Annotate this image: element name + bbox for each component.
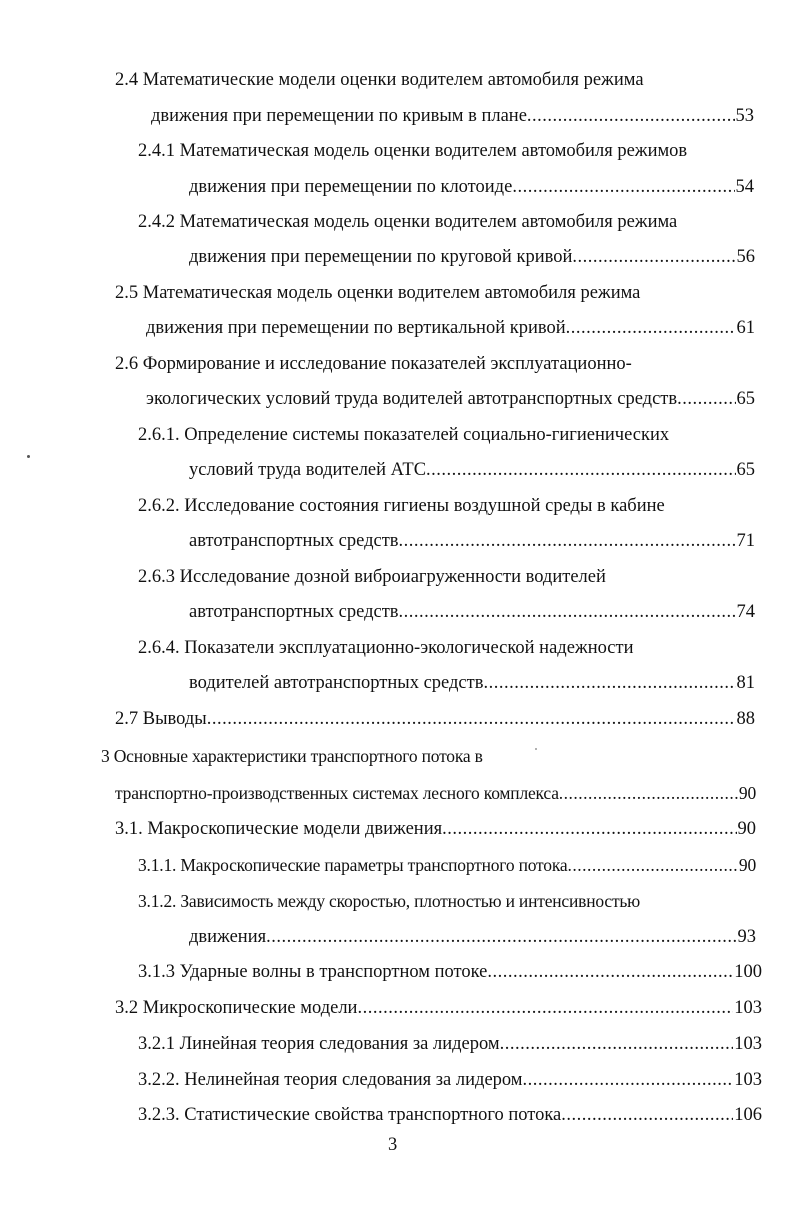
toc-leader-dots (266, 925, 736, 949)
toc-leader-dots (567, 853, 737, 877)
toc-entry (138, 1032, 762, 1056)
toc-leader-dots (559, 781, 738, 805)
toc-entry (138, 1103, 762, 1127)
toc-entry-text: 3.2.3. Статистические свойства транспортного потока (138, 1105, 562, 1125)
toc-page-number: 106 (734, 1105, 762, 1125)
toc-leader-dots (512, 175, 734, 199)
toc-leader-dots (561, 1103, 733, 1127)
toc-entry (115, 817, 756, 841)
toc-leader-dots (399, 600, 736, 624)
toc-leader-dots (426, 458, 735, 482)
toc-entry-title: 2.6 Формирование и исследование показателей эксплуатационно- (115, 354, 632, 374)
toc-leader-dots (399, 529, 736, 553)
toc-entry-title: 2.6.4. Показатели эксплуатационно-экологической надежности (138, 638, 634, 658)
toc-entry (115, 707, 755, 731)
toc-entry-text: движения (189, 927, 267, 947)
toc-page-number: 61 (736, 318, 755, 338)
scan-speck (27, 455, 30, 458)
toc-entry-text: условий труда водителей АТС (189, 460, 427, 480)
toc-entry (115, 996, 762, 1020)
toc-entry-title: 3.1.2. Зависимость между скоростью, плотностью и интенсивностью (138, 891, 641, 911)
toc-entry-text: 3.2.1 Линейная теория следования за лидером (138, 1034, 500, 1054)
toc-entry (189, 529, 755, 553)
toc-leader-dots (527, 104, 735, 128)
toc-leader-dots (566, 316, 736, 340)
toc-page-number: 81 (736, 673, 755, 693)
toc-page-number: 90 (738, 783, 756, 803)
toc-entry-text: экологических условий труда водителей автотранспортных средств (146, 389, 678, 409)
toc-leader-dots (357, 996, 733, 1020)
toc-entry-text: 3.2.2. Нелинейная теория следования за лидером (138, 1070, 523, 1090)
toc-entry (189, 175, 754, 199)
toc-page-number: 103 (734, 1034, 762, 1054)
toc-entry (138, 1068, 762, 1092)
toc-entry-text: 3.1.3 Ударные волны в транспортном потоке (138, 962, 488, 982)
toc-entry (189, 245, 755, 269)
toc-entry-title: 2.6.1. Определение системы показателей социально-гигиенических (138, 425, 670, 445)
toc-entry (189, 925, 756, 949)
toc-page-number: 90 (738, 855, 756, 875)
toc-page-number: 103 (734, 998, 762, 1018)
toc-page-number: 53 (735, 106, 754, 126)
toc-entry-text: движения при перемещении по кривым в плане (151, 106, 527, 126)
toc-page-number: 90 (737, 819, 756, 839)
toc-entry-text: движения при перемещении по вертикальной кривой (146, 318, 566, 338)
toc-entry-title: 2.6.2. Исследование состояния гигиены воздушной среды в кабине (138, 496, 665, 516)
toc-page-number: 103 (734, 1070, 762, 1090)
toc-entry-title: 2.4 Математические модели оценки водителем автомобиля режима (115, 70, 644, 90)
toc-entry (151, 104, 754, 128)
toc-page-number: 88 (736, 709, 755, 729)
toc-leader-dots (207, 707, 736, 731)
toc-entry-text: 3.2 Микроскопические модели (115, 998, 358, 1018)
toc-entry-text: автотранспортных средств (189, 531, 399, 551)
toc-entry-text: 3.1.1. Макроскопические параметры транспортного потока (138, 855, 568, 875)
toc-leader-dots (677, 387, 735, 411)
toc-leader-dots (500, 1032, 734, 1056)
toc-page-number: 54 (735, 177, 754, 197)
toc-leader-dots (572, 245, 735, 269)
page-number: 3 (388, 1135, 398, 1155)
toc-leader-dots (523, 1068, 734, 1092)
toc-entry-text: движения при перемещении по клотоиде (189, 177, 513, 197)
scan-speck (535, 748, 537, 750)
toc-entry-text: 2.7 Выводы (115, 709, 207, 729)
toc-entry (189, 600, 755, 624)
toc-page-number: 74 (736, 602, 755, 622)
toc-entry (115, 781, 756, 805)
toc-entry-title: 2.4.1 Математическая модель оценки водителем автомобиля режимов (138, 141, 688, 161)
toc-entry-title: 2.4.2 Математическая модель оценки водителем автомобиля режима (138, 212, 678, 232)
toc-page-number: 56 (736, 247, 755, 267)
toc-entry (146, 387, 755, 411)
toc-entry-text: 3.1. Макроскопические модели движения (115, 819, 443, 839)
toc-entry-title: 2.5 Математическая модель оценки водителем автомобиля режима (115, 283, 641, 303)
toc-page-number: 71 (736, 531, 755, 551)
toc-entry (138, 853, 756, 877)
toc-entry (189, 458, 755, 482)
toc-entry (138, 960, 762, 984)
toc-entry-title: 2.6.3 Исследование дозной виброиагруженности водителей (138, 567, 606, 587)
toc-entry-title: 3 Основные характеристики транспортного потока в (101, 746, 483, 766)
toc-page-number: 100 (734, 962, 762, 982)
toc-entry-text: движения при перемещении по круговой кривой (189, 247, 573, 267)
toc-leader-dots (483, 671, 735, 695)
toc-entry (189, 671, 755, 695)
toc-entry (146, 316, 755, 340)
toc-leader-dots (487, 960, 733, 984)
toc-page-number: 65 (736, 389, 755, 409)
toc-entry-text: транспортно-производственных системах лесного комплекса (115, 783, 559, 803)
toc-entry-text: автотранспортных средств (189, 602, 399, 622)
toc-entry-text: водителей автотранспортных средств (189, 673, 484, 693)
toc-leader-dots (442, 817, 736, 841)
toc-page-number: 65 (736, 460, 755, 480)
toc-page-number: 93 (737, 927, 756, 947)
